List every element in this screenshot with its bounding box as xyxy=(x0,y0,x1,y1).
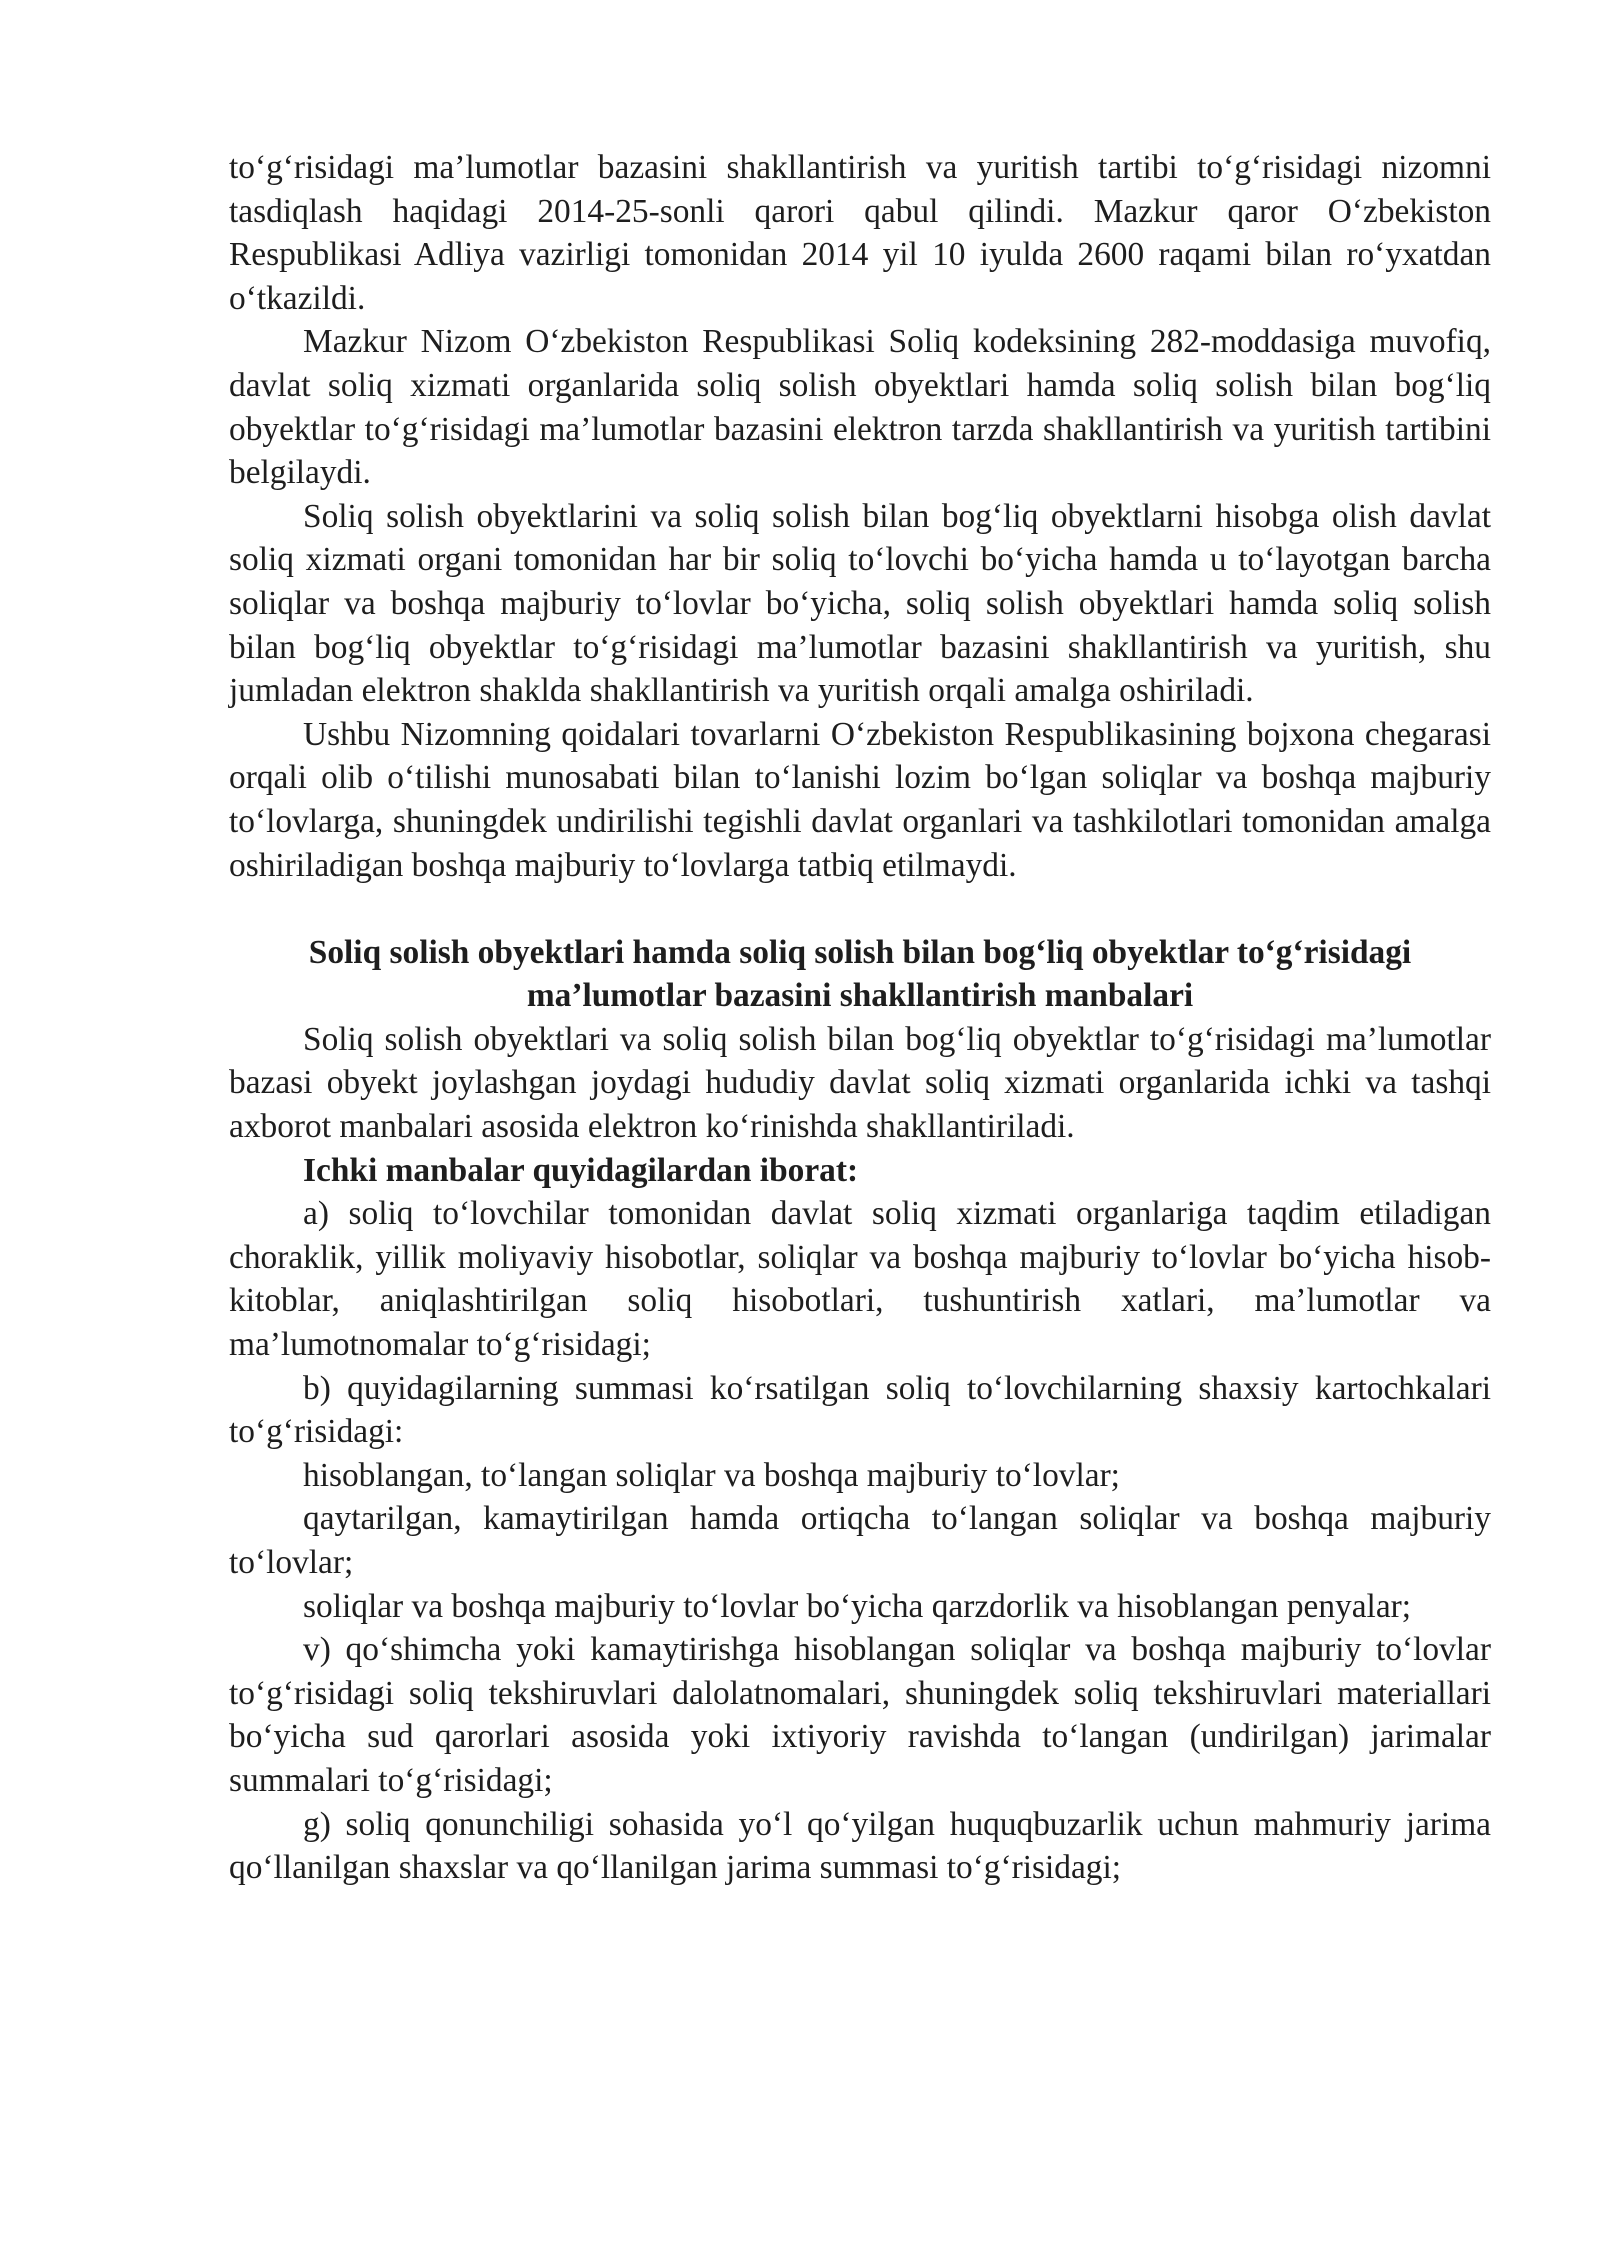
paragraph-regulation-purpose: Mazkur Nizom O‘zbekiston Respublikasi Soliq kodeksining 282-moddasiga muvofiq, davlat soliq xizmati organlarida soliq solish obyektlari hamda soliq solish bilan bog‘liq obyektlar to‘g‘risidagi ma’lumotlar bazasini elektron tarzda shakllantirish va yuritish tartibini belgilaydi. xyxy=(229,323,1491,492)
list-item-g: g) soliq qonunchiligi sohasida yo‘l qo‘yilgan huquqbuzarlik uchun mahmuriy jarima qo‘llanilgan shaxslar va qo‘llanilgan jarima summasi to‘g‘risidagi; xyxy=(229,1805,1491,1887)
section-heading-line2: ma’lumotlar bazasini shakllantirish manbalari xyxy=(526,977,1194,1015)
list-item-v: v) qo‘shimcha yoki kamaytirishga hisoblangan soliqlar va boshqa majburiy to‘lovlar to‘g‘risidagi soliq tekshiruvlari dalolatnomalari, shuningdek soliq tekshiruvlari materiallari bo‘yicha sud qarorlari asosida yoki ixtiyoriy ravishda to‘langan (undirilgan) jarimalar summalari to‘g‘risidagi; xyxy=(229,1631,1491,1799)
section-heading-line1: Soliq solish obyektlari hamda soliq solish bilan bog‘liq obyektlar to‘g‘risidagi xyxy=(308,933,1412,971)
list-item-b-sub-1: hisoblangan, to‘langan soliqlar va boshqa majburiy to‘lovlar; xyxy=(303,1456,1120,1494)
paragraph-regulation-registration: to‘g‘risidagi ma’lumotlar bazasini shakllantirish va yuritish tartibi to‘g‘risidagi nizomni tasdiqlash haqidagi 2014-25-sonli qarori qabul qilindi. Mazkur qaror O‘zbekiston Respublikasi Adliya vazirligi tomonidan 2014 yil 10 iyulda 2600 raqami bilan ro‘yxatdan o‘tkazildi. xyxy=(229,149,1491,317)
paragraph-section-intro: Soliq solish obyektlari va soliq solish bilan bog‘liq obyektlar to‘g‘risidagi ma’lumotlar bazasi obyekt joylashgan joydagi hududiy davlat soliq xizmati organlarida ichki va tashqi axborot manbalari asosida elektron ko‘rinishda shakllantiriladi. xyxy=(229,1020,1491,1146)
spacer xyxy=(229,887,1491,931)
section-heading xyxy=(229,931,1491,1018)
list-item-b-sub-2: qaytarilgan, kamaytirilgan hamda ortiqcha to‘langan soliqlar va boshqa majburiy to‘lovlar; xyxy=(229,1500,1491,1581)
list-item-b-sub-3: soliqlar va boshqa majburiy to‘lovlar bo‘yicha qarzdorlik va hisoblangan penyalar; xyxy=(303,1587,1412,1625)
list-item-b: b) quyidagilarning summasi ko‘rsatilgan soliq to‘lovchilarning shaxsiy kartochkalari to‘g‘risidagi: xyxy=(229,1369,1491,1451)
paragraph-exclusions: Ushbu Nizomning qoidalari tovarlarni O‘zbekiston Respublikasining bojxona chegarasi orqali olib o‘tilishi munosabati bilan to‘lanishi lozim bo‘lgan soliqlar va boshqa majburiy to‘lovlarga, shuningdek undirilishi tegishli davlat organlari va tashkilotlari tomonidan amalga oshiriladigan boshqa majburiy to‘lovlarga tatbiq etilmaydi. xyxy=(229,715,1491,884)
paragraph-accounting-procedure: Soliq solish obyektlarini va soliq solish bilan bog‘liq obyektlarni hisobga olish davlat soliq xizmati organi tomonidan har bir soliq to‘lovchi bo‘yicha hamda u to‘layotgan barcha soliqlar va boshqa majburiy to‘lovlar bo‘yicha, soliq solish obyektlari hamda soliq solish bilan bog‘liq obyektlar to‘g‘risidagi ma’lumotlar bazasini shakllantirish va yuritish, shu jumladan elektron shaklda shakllantirish va yuritish orqali amalga oshiriladi. xyxy=(229,497,1491,710)
document-page xyxy=(229,146,1491,1890)
list-item-a: a) soliq to‘lovchilar tomonidan davlat soliq xizmati organlariga taqdim etiladigan choraklik, yillik moliyaviy hisobotlar, soliqlar va boshqa majburiy to‘lovlar bo‘yicha hisob-kitoblar, aniqlashtirilgan soliq hisobotlari, tushuntirish xatlari, ma’lumotlar va ma’lumotnomalar to‘g‘risidagi; xyxy=(229,1195,1491,1364)
internal-sources-label: Ichki manbalar quyidagilardan iborat: xyxy=(303,1151,859,1189)
